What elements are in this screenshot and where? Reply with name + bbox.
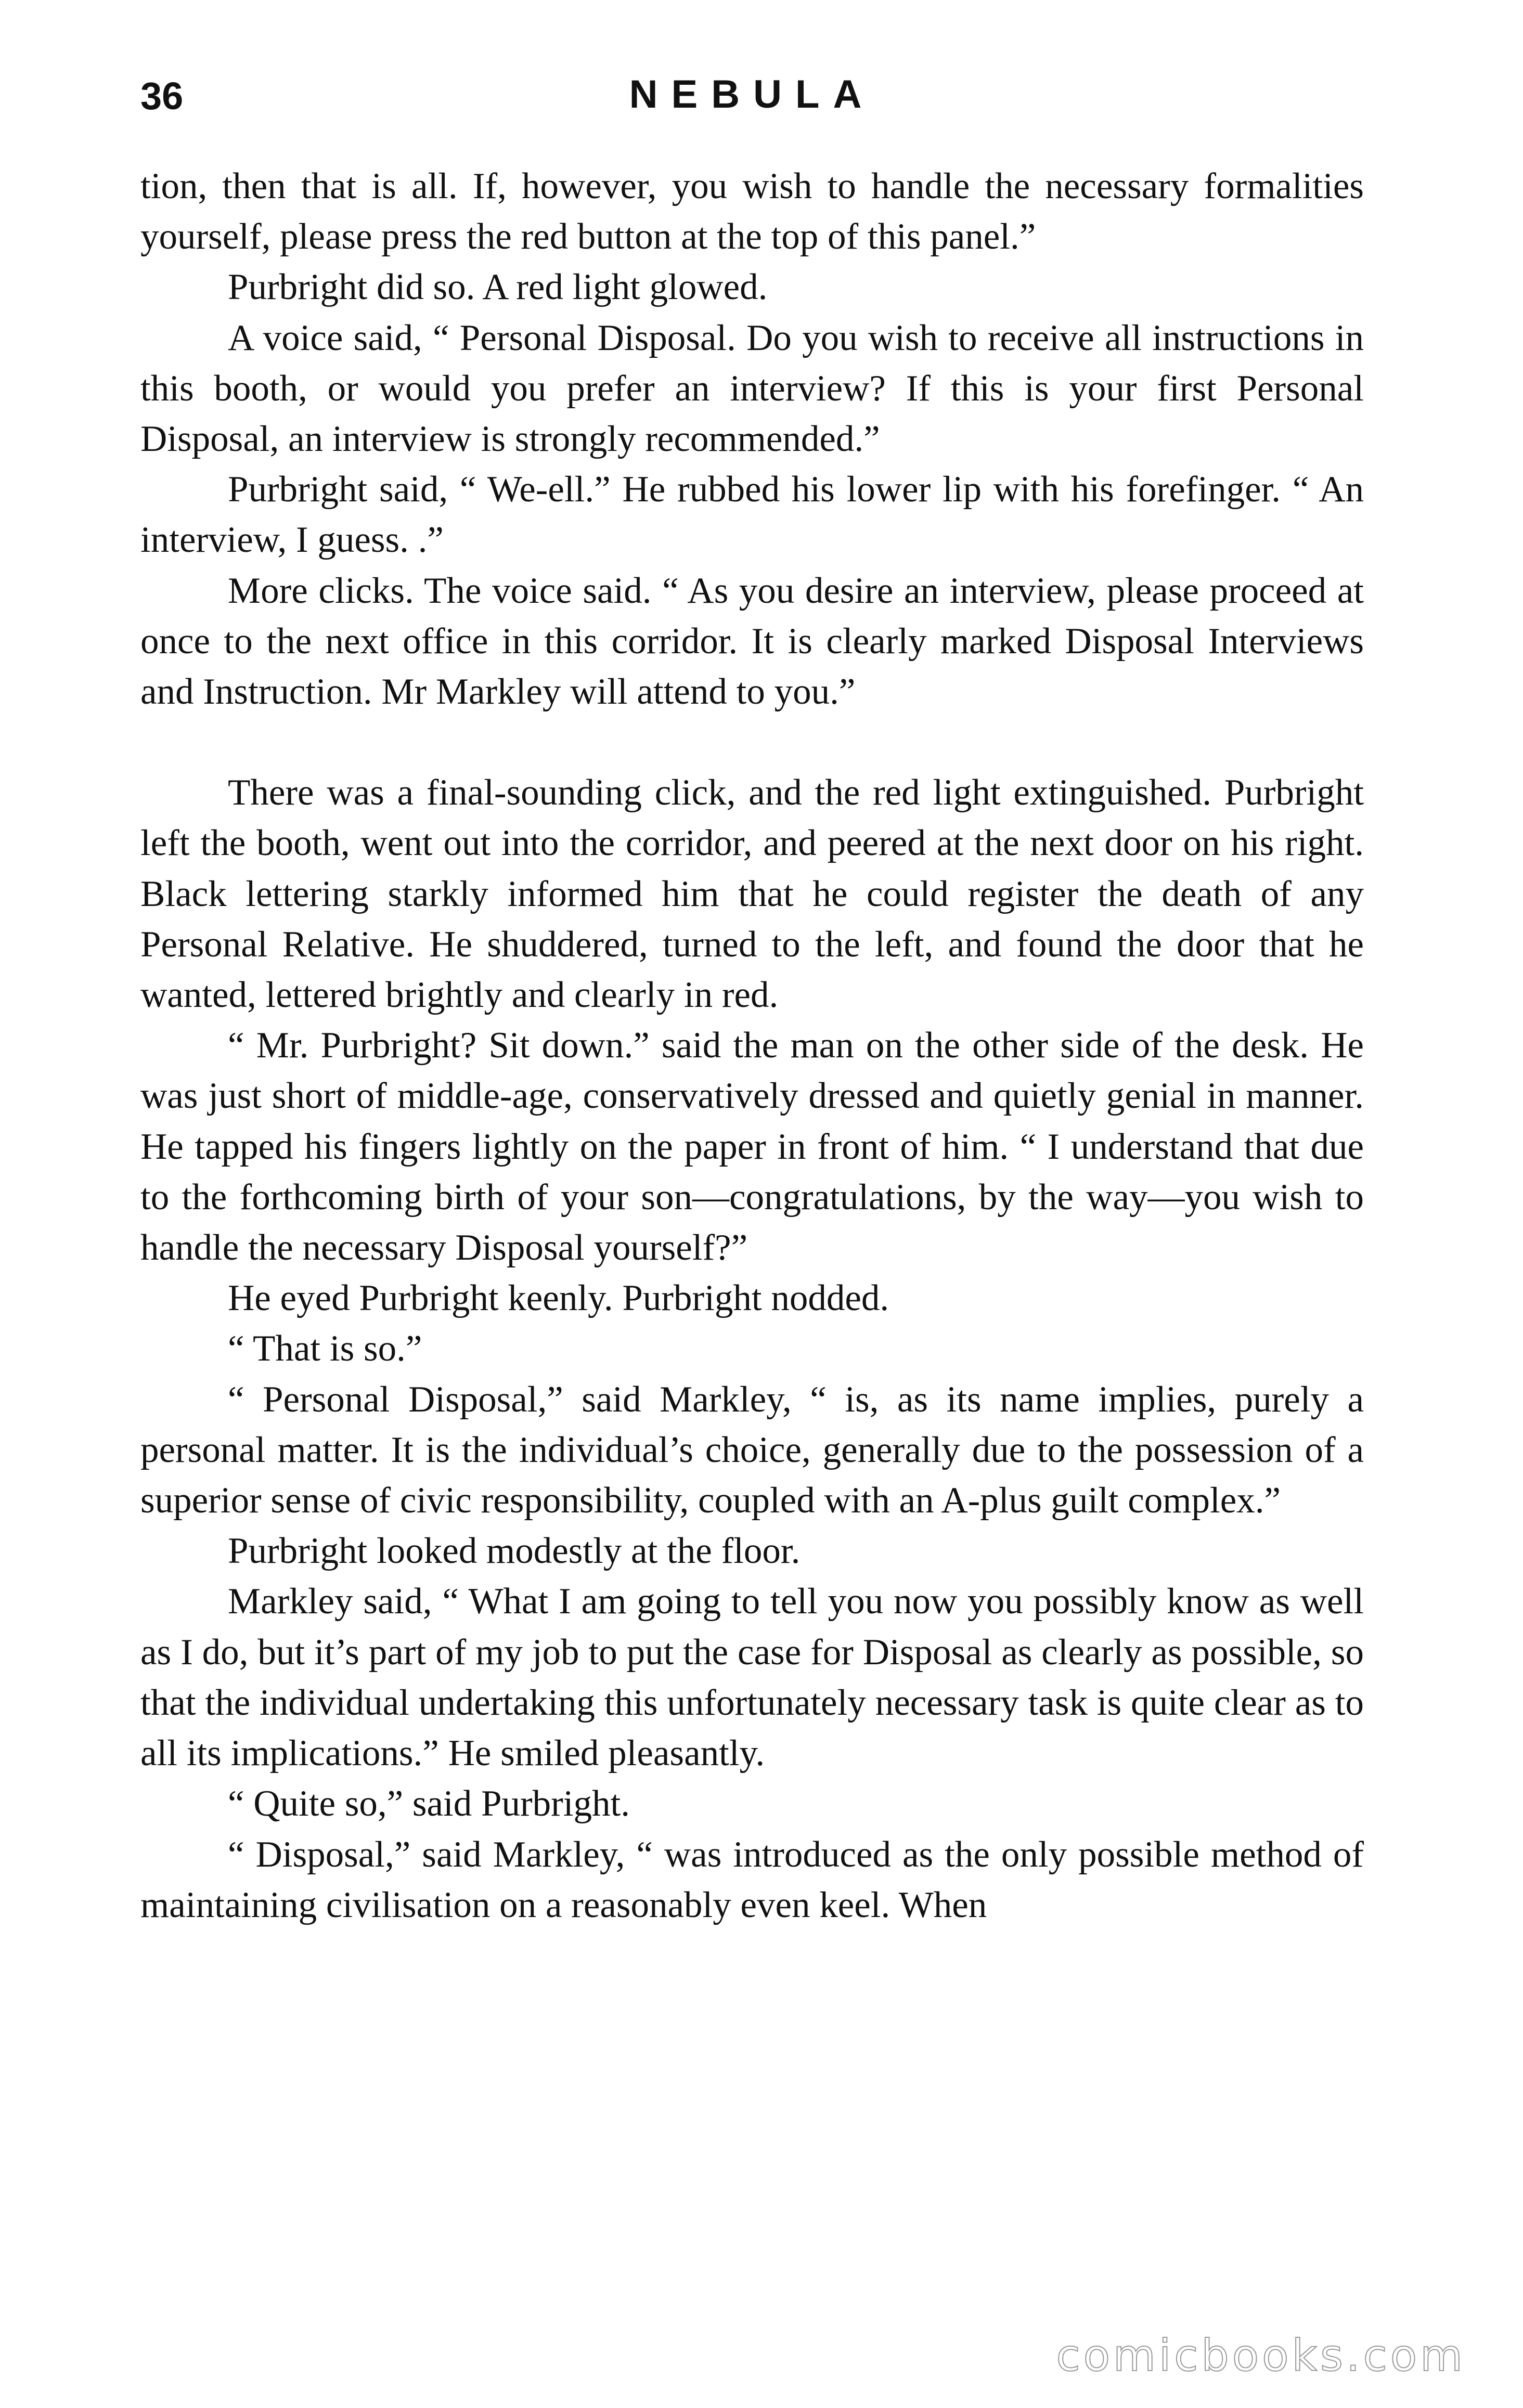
- paragraph: A voice said, “ Personal Disposal. Do you wish to receive all instructions in this booth, or would you prefer an interview? If this is your first Personal Disposal, an interview is strongly recommended.”: [140, 317, 1364, 460]
- section-break: [140, 717, 1364, 768]
- paragraph: “ Personal Disposal,” said Markley, “ is, as its name implies, purely a personal matter. It is the individual’s choice, generally due to the possession of a superior sense of civic responsibility, coupled with an A-plus guilt complex.”: [140, 1379, 1364, 1521]
- paragraph: tion, then that is all. If, however, you wish to handle the necessary formalities yourself, please press the red button at the top of this panel.”: [140, 166, 1364, 257]
- paragraph: Purbright looked modestly at the floor.: [228, 1531, 801, 1572]
- paragraph: More clicks. The voice said. “ As you desire an interview, please proceed at once to the next office in this corridor. It is clearly marked Disposal Interviews and Instruction. Mr Markley will attend to you.”: [140, 570, 1364, 713]
- paragraph: “ Mr. Purbright? Sit down.” said the man on the other side of the desk. He was just short of middle-age, conservatively dressed and quietly genial in manner. He tapped his fingers lightly on the paper in front of him. “ I understand that due to the forthcoming birth of your son—congratulations, by the way—you wish to handle the necessary Disposal yourself?”: [140, 1025, 1364, 1268]
- page-header: [140, 68, 1364, 125]
- paragraph: Purbright said, “ We-ell.” He rubbed his lower lip with his forefinger. “ An interview, I guess. .”: [140, 469, 1364, 561]
- page-number: 36: [140, 74, 184, 118]
- watermark: comicbooks.com: [1056, 2330, 1466, 2381]
- book-page: [140, 68, 1364, 1931]
- paragraph: There was a final-sounding click, and the red light extinguished. Purbright left the booth, went out into the corridor, and peered at the next door on his right. Black lettering starkly informed him that he could register the death of any Personal Relative. He shuddered, turned to the left, and found the door that he wanted, lettered brightly and clearly in red.: [140, 772, 1364, 1016]
- paragraph: Markley said, “ What I am going to tell you now you possibly know as well as I do, but it’s part of my job to put the case for Disposal as clearly as possible, so that the individual undertaking this unfortunately necessary task is quite clear as to all its implications.” He smiled pleasantly.: [140, 1581, 1364, 1774]
- running-title: NEBULA: [629, 72, 875, 116]
- paragraph: “ Quite so,” said Purbright.: [228, 1783, 630, 1824]
- paragraph: He eyed Purbright keenly. Purbright nodded.: [228, 1278, 889, 1319]
- paragraph: “ That is so.”: [228, 1328, 422, 1369]
- story-text: [140, 161, 1364, 1931]
- paragraph: “ Disposal,” said Markley, “ was introduced as the only possible method of maintaining civilisation on a reasonably even keel. When: [140, 1834, 1364, 1925]
- paragraph: Purbright did so. A red light glowed.: [228, 267, 768, 308]
